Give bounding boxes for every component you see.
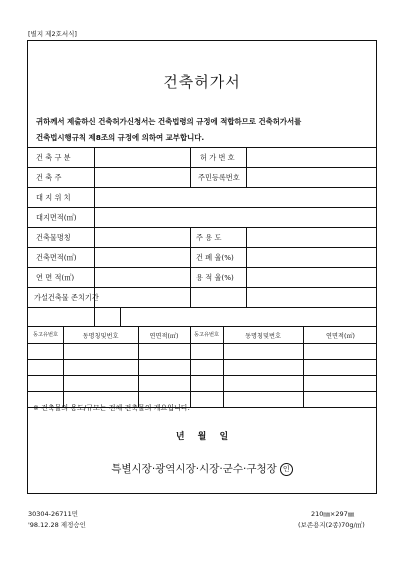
label-coverage-ratio: 건 폐 율(%) (196, 253, 234, 262)
value-floor-area-ratio[interactable] (247, 268, 376, 286)
value-building-name[interactable] (95, 228, 189, 246)
label-owner: 건 축 주 (36, 173, 62, 182)
grid-line (28, 391, 376, 392)
document-title: 건축허가서 (163, 73, 241, 91)
grid-line (28, 326, 376, 327)
label-permit-no: 허 가 번 호 (200, 153, 235, 162)
value-floor-area[interactable] (95, 268, 189, 286)
value-temp-period[interactable] (121, 288, 376, 306)
subtable-header-building-id: 동고유번호 (32, 332, 59, 338)
value-owner[interactable] (95, 168, 189, 186)
grid-line (28, 343, 376, 344)
issuer-name: 특별시장·광역시장·시장·군수·구청장 (111, 463, 277, 475)
intro-line-2: 건축법시행규칙 제8조의 규정에 의하여 교부합니다. (36, 133, 205, 142)
permit-form (27, 40, 377, 494)
subtable-header-building-id-2: 동고유번호 (193, 332, 220, 338)
label-resident-no: 주민등록번호 (198, 173, 240, 182)
label-site-location: 대 지 위 치 (36, 193, 71, 202)
label-floor-area: 연 면 적(㎡) (36, 273, 75, 282)
grid-line (190, 326, 191, 407)
issuer-line (28, 461, 376, 476)
grid-line (120, 307, 121, 326)
issue-date: 년 월 일 (175, 432, 229, 442)
label-building-name: 건축물명칭 (36, 233, 71, 242)
footer-code: 30304-26711민 (28, 510, 78, 518)
subtable-header-building-name: 동명칭및번호 (82, 333, 119, 340)
value-building-area[interactable] (95, 248, 189, 266)
footer-size: 210㎜×297㎜ (311, 510, 355, 518)
label-temp-period: 가설건축물 존치기간 (34, 293, 99, 302)
label-site-area: 대지면적(㎡) (36, 213, 77, 222)
label-building-area: 건축면적(㎡) (36, 253, 77, 262)
value-coverage-ratio[interactable] (247, 248, 376, 266)
footnote: ※ 건축물의 용도/규모는 전체 건축물의 개요입니다. (33, 404, 190, 412)
label-building-type: 건 축 구 분 (36, 153, 71, 162)
intro-line-1: 귀하께서 제출하신 건축허가신청서는 건축법령의 규정에 적합하므로 건축허가서를 (36, 117, 302, 126)
grid-line (28, 359, 376, 360)
seal-mark: 인 (280, 463, 293, 476)
value-site-location[interactable] (95, 188, 376, 206)
form-number: [별지 제2호서식] (28, 30, 77, 38)
value-building-type[interactable] (95, 148, 189, 166)
grid-line (28, 307, 376, 308)
value-main-use[interactable] (247, 228, 376, 246)
footer-paper: (보존용지(2종)70g/㎡) (298, 521, 365, 529)
footer-approval: '98.12.28 제정승인 (28, 521, 86, 529)
label-floor-area-ratio: 용 적 율(%) (196, 273, 234, 282)
grid-line (28, 375, 376, 376)
subtable-header-building-name-2: 동명칭및번호 (245, 333, 281, 340)
value-permit-no[interactable] (247, 148, 376, 166)
value-site-area[interactable] (95, 208, 376, 226)
subtable-header-floor-area: 연면적(㎡) (149, 333, 179, 340)
grid-line (190, 147, 191, 187)
label-main-use: 주 용 도 (196, 233, 222, 242)
subtable-header-floor-area-2: 연면적(㎡) (326, 333, 355, 340)
value-resident-no[interactable] (247, 168, 376, 186)
